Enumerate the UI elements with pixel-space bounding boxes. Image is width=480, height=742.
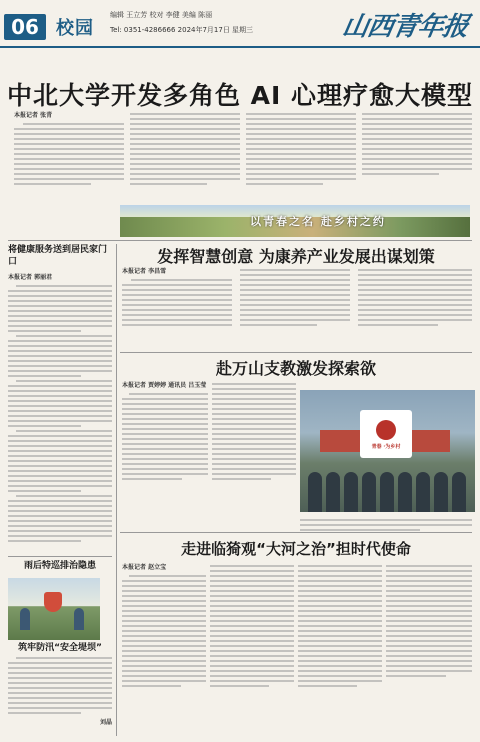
section-title: 校园 <box>56 18 94 39</box>
page-number: 06 <box>4 14 46 40</box>
left-story-2-title <box>8 560 112 578</box>
story4-col-2 <box>210 562 294 734</box>
contact-date-line: Tel: 0351-4286666 2024年7月17日 星期三 <box>110 26 254 34</box>
lead-col-2 <box>130 110 240 202</box>
left-story-1-byline: 本报记者 郭丽君 <box>8 274 53 281</box>
masthead <box>0 0 480 50</box>
lead-col-3 <box>246 110 356 202</box>
story3-col-3 <box>300 516 472 532</box>
story4-col-1 <box>122 562 206 734</box>
story4-col-4 <box>386 562 472 734</box>
divider <box>8 556 112 557</box>
volunteer-group-photo <box>300 390 475 512</box>
story4-byline: 本报记者 赵立宝 <box>122 564 167 571</box>
photo-logo-text: 青春 ·为乡村 <box>371 444 401 450</box>
left-story-1 <box>8 244 112 554</box>
newspaper-logo: 山西青年报 <box>339 12 471 42</box>
lead-col-4 <box>362 110 472 202</box>
flood-patrol-illustration <box>8 578 100 640</box>
banner-text: 以青春之名 赴乡村之约 <box>250 215 386 228</box>
divider <box>120 352 472 353</box>
left-story-2-credit: 刘晶 <box>99 719 112 726</box>
story3-byline: 本报记者 贾婷婷 通讯员 吕玉莹 <box>122 382 207 389</box>
left-story-2-title-line2: 筑牢防汛“安全堤坝” <box>18 643 102 653</box>
divider <box>120 532 472 533</box>
story4-title: 走进临猗观“大河之治”担时代使命 <box>181 540 411 558</box>
mid-story-col-1 <box>122 266 232 350</box>
left-story-2-title-line1: 雨后特巡排治隐患 <box>23 561 96 571</box>
section-banner <box>120 205 470 237</box>
story3-col-1 <box>122 380 208 520</box>
divider <box>8 240 472 241</box>
lead-col-1 <box>14 110 124 202</box>
story4-col-3 <box>298 562 382 734</box>
main-headline: 中北大学开发多角色 AI 心理疗愈大模型 <box>6 81 474 110</box>
column-rule <box>116 244 117 736</box>
mid-story-byline: 本报记者 李昌雪 <box>122 268 167 275</box>
lead-byline: 本报记者 张青 <box>14 112 53 119</box>
left-story-1-title: 将健康服务送到居民家门口 <box>8 245 108 267</box>
masthead-rule <box>0 46 480 48</box>
mid-story-col-2 <box>240 266 350 350</box>
editor-line: 编辑 王立芳 校对 李健 美编 陈丽 <box>110 11 213 19</box>
mid-story-title: 发挥智慧创意 为康养产业发展出谋划策 <box>157 247 435 266</box>
left-story-2 <box>8 642 112 738</box>
mid-story-col-3 <box>358 266 472 350</box>
story3-col-2 <box>212 380 296 520</box>
story3-title: 赴万山支教激发探索欲 <box>215 359 376 378</box>
